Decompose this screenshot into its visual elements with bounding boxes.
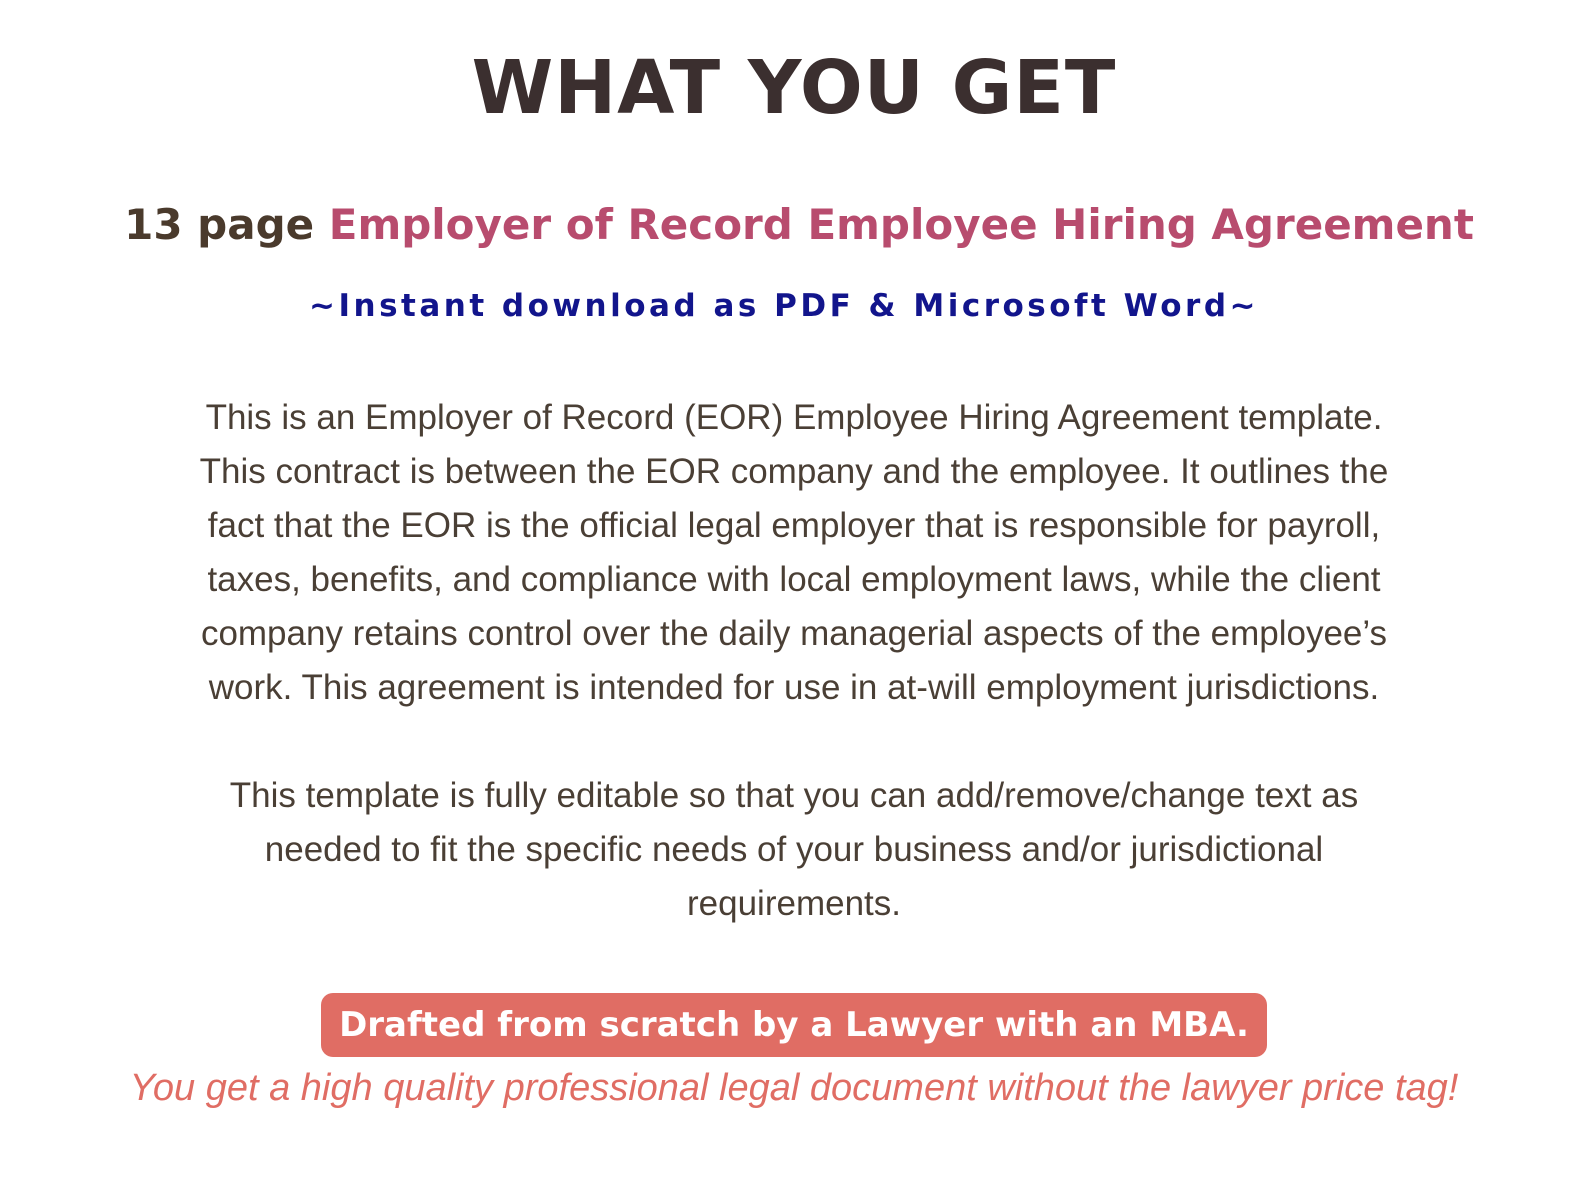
description-line: This contract is between the EOR company and the employee. It outlines the <box>199 452 1389 491</box>
description-line: taxes, benefits, and compliance with local employment laws, while the client <box>207 560 1381 599</box>
credential-badge: Drafted from scratch by a Lawyer with an MBA. <box>321 993 1267 1057</box>
description-paragraph <box>120 391 1468 715</box>
product-title <box>0 200 1588 250</box>
credential-badge-container <box>0 993 1588 1057</box>
product-name: Employer of Record Employee Hiring Agreement <box>328 200 1474 249</box>
editable-note-paragraph <box>150 769 1438 931</box>
description-line: This is an Employer of Record (EOR) Employee Hiring Agreement template. <box>205 398 1383 437</box>
value-tagline: You get a high quality professional legal document without the lawyer price tag! <box>129 1067 1459 1109</box>
description-line: company retains control over the daily managerial aspects of the employee’s <box>200 614 1388 653</box>
editable-note-line: requirements. <box>687 884 901 923</box>
download-note: ~Instant download as PDF & Microsoft Word~ <box>308 288 1259 324</box>
editable-note-line: needed to fit the specific needs of your business and/or jurisdictional <box>264 830 1324 869</box>
description-line: work. This agreement is intended for use in at-will employment jurisdictions. <box>208 668 1380 707</box>
description-line: fact that the EOR is the official legal employer that is responsible for payroll, <box>207 506 1381 545</box>
page-count: 13 page <box>124 200 315 249</box>
editable-note-line: This template is fully editable so that you can add/remove/change text as <box>229 776 1359 815</box>
page-title: WHAT YOU GET <box>471 45 1117 131</box>
